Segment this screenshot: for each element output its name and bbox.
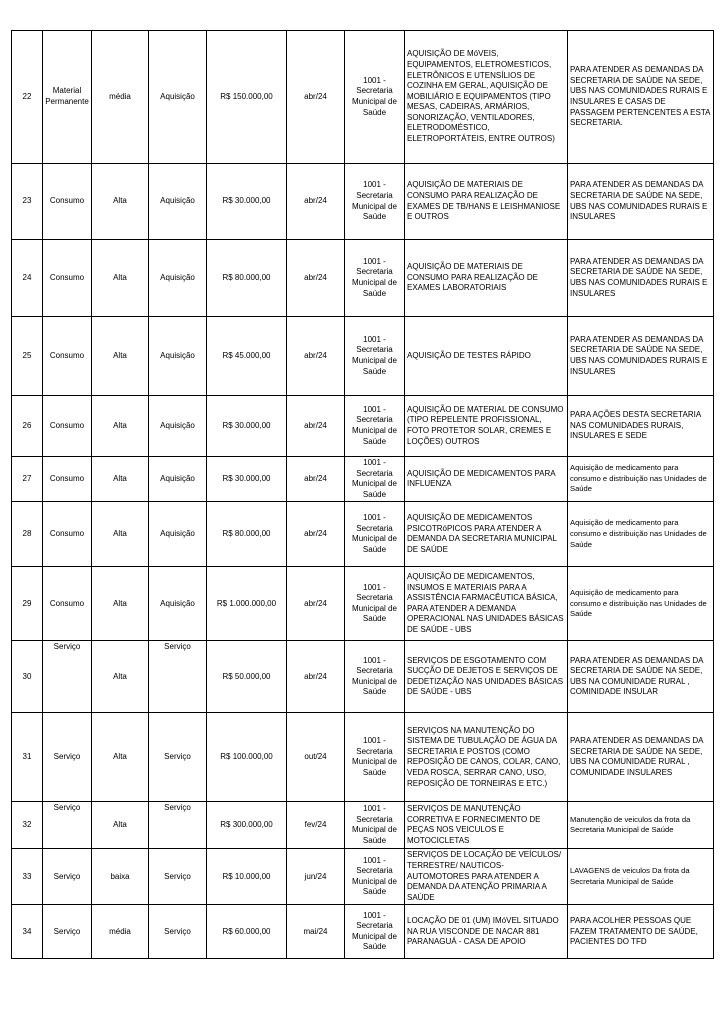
item-department: 1001 - Secretaria Municipal de Saúde [345,567,405,641]
item-value: R$ 300.000,00 [207,802,287,849]
item-date: mai/24 [287,905,345,959]
item-justification: PARA ATENDER AS DEMANDAS DA SECRETARIA DE SAÚDE NA SEDE, UBS NAS COMUNIDADES RURAIS E INSULARES E CASAS DE PASSAGEM PERTENCENTES A ESTA SECRETARIA. [568,31,714,164]
item-department: 1001 - Secretaria Municipal de Saúde [345,713,405,802]
item-date: abr/24 [287,457,345,502]
item-priority: baixa [92,849,149,905]
item-modality: Aquisição [149,457,207,502]
item-priority: média [92,905,149,959]
item-number: 34 [12,905,43,959]
item-modality: Aquisição [149,240,207,317]
item-priority: Alta [92,240,149,317]
item-department: 1001 - Secretaria Municipal de Saúde [345,457,405,502]
item-date: out/24 [287,713,345,802]
item-number: 30 [12,641,43,713]
item-priority: Alta [92,502,149,567]
item-description: AQUISIÇÃO DE MEDICAMENTOS PSICOTRóPICOS PARA ATENDER A DEMANDA DA SECRETARIA MUNICIPAL DE SAÚDE [405,502,568,567]
item-value: R$ 30.000,00 [207,396,287,457]
item-value: R$ 100.000,00 [207,713,287,802]
item-description: AQUISIÇÃO DE MEDICAMENTOS, INSUMOS E MATERIAIS PARA A ASSISTÊNCIA FARMACÊUTICA BÁSICA, PARA ATENDER A DEMANDA OPERACIONAL NAS UNIDADES BÁSICAS DE SAÚDE - UBS [405,567,568,641]
item-justification: PARA AÇÕES DESTA SECRETARIA NAS COMUNIDADES RURAIS, INSULARES E SEDE [568,396,714,457]
item-number: 28 [12,502,43,567]
procurement-table [11,30,714,959]
table-row [12,396,714,457]
item-category: Consumo [43,567,92,641]
item-justification: PARA ATENDER AS DEMANDAS DA SECRETARIA DE SAÚDE NA SEDE, UBS NAS COMUNIDADES RURAIS E INSULARES [568,317,714,396]
item-justification: PARA ATENDER AS DEMANDAS DA SECRETARIA DE SAÚDE NA SEDE, UBS NA COMUNIDADE RURAL , COMUNIDADE INSULARES [568,713,714,802]
table-row [12,713,714,802]
item-justification: Aquisição de medicamento para consumo e distribuição nas Unidades de Saúde [568,567,714,641]
item-modality: Aquisição [149,396,207,457]
item-number: 29 [12,567,43,641]
item-priority: Alta [92,164,149,240]
item-category-label: Serviço [53,642,81,652]
table-row [12,164,714,240]
item-value: R$ 80.000,00 [207,502,287,567]
item-value: R$ 30.000,00 [207,457,287,502]
item-justification: Manutenção de veiculos da frota da Secretaria Municipal de Saúde [568,802,714,849]
table-row [12,641,714,713]
item-department: 1001 - Secretaria Municipal de Saúde [345,502,405,567]
item-value: R$ 45.000,00 [207,317,287,396]
item-department: 1001 - Secretaria Municipal de Saúde [345,849,405,905]
item-modality: Aquisição [149,502,207,567]
item-department: 1001 - Secretaria Municipal de Saúde [345,396,405,457]
item-value: R$ 60.000,00 [207,905,287,959]
item-description: AQUISIÇÃO DE TESTES RÁPIDO [405,317,568,396]
item-priority: Alta [92,457,149,502]
item-description: LOCAÇÃO DE 01 (UM) IMóVEL SITUADO NA RUA VISCONDE DE NACAR 881 PARANAGUÁ - CASA DE APOIO [405,905,568,959]
item-description: AQUISIÇÃO DE MATERIAIS DE CONSUMO PARA REALIZAÇÃO DE EXAMES DE TB/HANS E LEISHMANIOSE E OUTROS [405,164,568,240]
item-priority: Alta [92,567,149,641]
table-row [12,567,714,641]
item-department: 1001 - Secretaria Municipal de Saúde [345,905,405,959]
item-category: Consumo [43,317,92,396]
item-department: 1001 - Secretaria Municipal de Saúde [345,240,405,317]
item-department: 1001 - Secretaria Municipal de Saúde [345,641,405,713]
item-description: AQUISIÇÃO DE MóVEIS, EQUIPAMENTOS, ELETROMESTICOS, ELETRÔNICOS E UTENSÍLIOS DE COZINHA EM GERAL, AQUISIÇÃO DE MOBILIÁRIO E EQUIPAMENTOS (TIPO MESAS, CADEIRAS, ARMÁRIOS, SONORIZAÇÃO, VENTILADORES, ELETRODOMÉSTICO, ELETROPORTÁTEIS, ENTRE OUTROS) [405,31,568,164]
item-date: abr/24 [287,396,345,457]
item-category-label: Serviço [53,803,81,813]
item-category: Consumo [43,164,92,240]
item-justification: PARA ATENDER AS DEMANDAS DA SECRETARIA DE SAÚDE NA SEDE, UBS NA COMUNIDADE RURAL , COMINIDADE INSULAR [568,641,714,713]
item-justification: PARA ATENDER AS DEMANDAS DA SECRETARIA DE SAÚDE NA SEDE, UBS NAS COMUNIDADES RURAIS E INSULARES [568,240,714,317]
item-date: abr/24 [287,317,345,396]
item-category: Consumo [43,457,92,502]
table-row [12,31,714,164]
item-category: Consumo [43,502,92,567]
item-description: SERVIÇOS DE LOCAÇÃO DE VEÍCULOS/ TERRESTRE/ NAUTICOS- AUTOMOTORES PARA ATENDER A DEMANDA DA ATENÇÃO PRIMARIA A SAÚDE [405,849,568,905]
table-row [12,502,714,567]
item-justification: PARA ATENDER AS DEMANDAS DA SECRETARIA DE SAÚDE NA SEDE, UBS NAS COMUNIDADES RURAIS E INSULARES [568,164,714,240]
item-justification: Aquisição de medicamento para consumo e distribuição nas Unidades de Saúde [568,502,714,567]
item-justification: PARA ACOLHER PESSOAS QUE FAZEM TRATAMENTO DE SAÚDE, PACIENTES DO TFD [568,905,714,959]
item-category: Consumo [43,396,92,457]
table-row [12,457,714,502]
item-modality [149,641,207,713]
table-row [12,240,714,317]
item-modality: Aquisição [149,31,207,164]
item-category: Serviço [43,713,92,802]
item-number: 25 [12,317,43,396]
item-date: abr/24 [287,567,345,641]
item-date: fev/24 [287,802,345,849]
item-description: AQUISIÇÃO DE MATERIAL DE CONSUMO (TIPO REPELENTE PROFISSIONAL, FOTO PROTETOR SOLAR, CREMES E LOÇÕES) OUTROS [405,396,568,457]
item-description: AQUISIÇÃO DE MEDICAMENTOS PARA INFLUENZA [405,457,568,502]
item-category: Serviço [43,849,92,905]
item-justification: Aquisição de medicamento para consumo e distribuição nas Unidades de Saúde [568,457,714,502]
item-category [43,802,92,849]
item-modality: Serviço [149,849,207,905]
table-row [12,317,714,396]
item-category: Serviço [43,905,92,959]
item-department: 1001 - Secretaria Municipal de Saúde [345,164,405,240]
item-department: 1001 - Secretaria Municipal de Saúde [345,317,405,396]
item-date: abr/24 [287,240,345,317]
item-priority: Alta [92,641,149,713]
item-value: R$ 150.000,00 [207,31,287,164]
item-value: R$ 1.000.000,00 [207,567,287,641]
item-value: R$ 10.000,00 [207,849,287,905]
table-row [12,802,714,849]
item-priority: Alta [92,396,149,457]
item-number: 23 [12,164,43,240]
item-priority: Alta [92,802,149,849]
item-justification: LAVAGENS de veiculos Da frota da Secretaria Municipal de Saúde [568,849,714,905]
item-department: 1001 - Secretaria Municipal de Saúde [345,31,405,164]
item-category [43,641,92,713]
item-modality: Serviço [149,713,207,802]
item-date: abr/24 [287,164,345,240]
item-priority: Alta [92,713,149,802]
item-description: SERVIÇOS DE MANUTENÇÃO CORRETIVA E FORNECIMENTO DE PEÇAS NOS VEICULOS E MOTOCICLETAS [405,802,568,849]
table-row [12,905,714,959]
item-modality: Aquisição [149,164,207,240]
item-number: 32 [12,802,43,849]
table-row [12,849,714,905]
item-number: 24 [12,240,43,317]
item-description: AQUISIÇÃO DE MATERIAIS DE CONSUMO PARA REALIZAÇÃO DE EXAMES LABORATORIAIS [405,240,568,317]
item-modality: Aquisição [149,317,207,396]
item-modality [149,802,207,849]
item-number: 27 [12,457,43,502]
item-value: R$ 30.000,00 [207,164,287,240]
item-category: Material Permanente [43,31,92,164]
item-category: Consumo [43,240,92,317]
item-number: 22 [12,31,43,164]
item-number: 26 [12,396,43,457]
item-description: SERVIÇOS DE ESGOTAMENTO COM SUCÇÃO DE DEJETOS E SERVIÇOS DE DEDETIZAÇÃO NAS UNIDADES BÁSICAS DE SAÚDE - UBS [405,641,568,713]
item-value: R$ 50.000,00 [207,641,287,713]
item-value: R$ 80.000,00 [207,240,287,317]
item-priority: Alta [92,317,149,396]
item-date: abr/24 [287,641,345,713]
item-date: abr/24 [287,31,345,164]
item-priority: média [92,31,149,164]
item-date: abr/24 [287,502,345,567]
item-modality: Serviço [149,905,207,959]
item-modality: Aquisição [149,567,207,641]
item-department: 1001 - Secretaria Municipal de Saúde [345,802,405,849]
item-modality-label: Serviço [164,803,191,813]
item-date: jun/24 [287,849,345,905]
item-modality-label: Serviço [164,642,191,652]
item-number: 33 [12,849,43,905]
item-number: 31 [12,713,43,802]
item-description: SERVIÇOS NA MANUTENÇÃO DO SISTEMA DE TUBULAÇÃO DE ÁGUA DA SECRETARIA E POSTOS (COMO REPOSIÇÃO DE CANOS, COLAR, CANO, VEDA ROSCA, SERRAR CANO, USO, REPOSIÇÃO DE TORNEIRAS E ETC.) [405,713,568,802]
